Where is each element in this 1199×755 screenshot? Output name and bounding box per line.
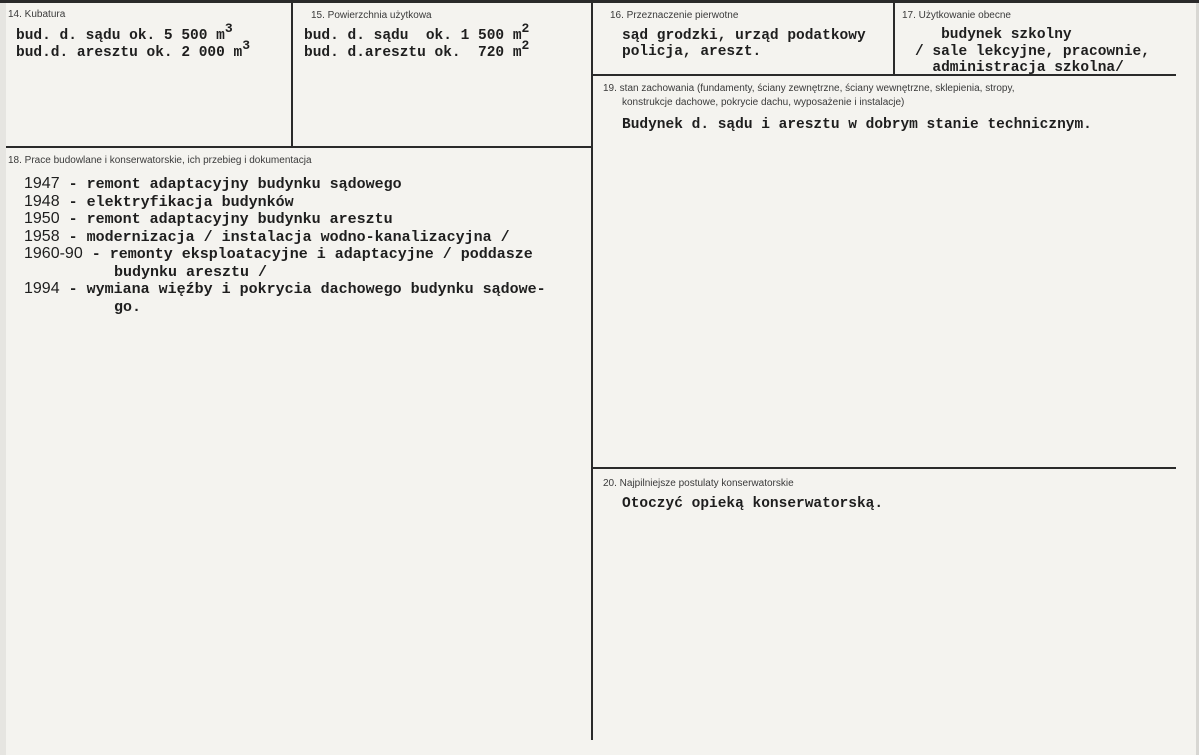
field-17-line-1: budynek szkolny (915, 27, 1072, 43)
field-16-label: 16. Przeznaczenie pierwotne (610, 10, 739, 21)
divider-14-18 (6, 146, 592, 148)
works-list (24, 176, 546, 316)
field-17-label: 17. Użytkowanie obecne (902, 10, 1011, 21)
work-entry: 1948 - elektryfikacja budynków (24, 192, 294, 211)
divider-14-15 (291, 3, 293, 147)
field-16-line-2: policja, areszt. (622, 44, 762, 60)
work-entry: 1947 - remont adaptacyjny budynku sądowego (24, 175, 402, 193)
work-entry: 1960-90 - remonty eksploatacyjne i adaptacyjne / poddasze (24, 245, 533, 263)
top-border (0, 0, 1199, 3)
field-19-label-line-1: 19. stan zachowania (fundamenty, ściany zewnętrzne, ściany wewnętrzne, sklepienia, stropy, (603, 83, 1015, 94)
field-17-line-2: / sale lekcyjne, pracownie, (915, 44, 1150, 60)
field-17-line-3: administracja szkolna/ (915, 60, 1124, 76)
paper-edge-left (0, 0, 6, 755)
field-18-label: 18. Prace budowlane i konserwatorskie, ich przebieg i dokumentacja (8, 155, 312, 166)
field-20-text: Otoczyć opieką konserwatorską. (622, 496, 884, 512)
work-entry: 1994 - wymiana więźby i pokrycia dachowego budynku sądowe- (24, 280, 546, 298)
field-15-label: 15. Powierzchnia użytkowa (311, 10, 432, 21)
field-15-line-1: bud. d. sądu ok. 1 500 m2 (304, 21, 530, 44)
work-entry: budynku aresztu / (24, 263, 268, 281)
field-14-label: 14. Kubatura (8, 9, 66, 20)
divider-19-20 (592, 467, 1176, 469)
field-16-line-1: sąd grodzki, urząd podatkowy (622, 28, 866, 44)
field-19-label-line-2: konstrukcje dachowe, pokrycie dachu, wyposażenie i instalacje) (622, 97, 905, 108)
work-entry: go. (24, 298, 142, 316)
field-14-line-1: bud. d. sądu ok. 5 500 m3 (16, 21, 233, 44)
work-entry: 1958 - modernizacja / instalacja wodno-kanalizacyjna / (24, 227, 510, 246)
field-14-line-2: bud.d. aresztu ok. 2 000 m3 (16, 38, 251, 61)
field-15-line-2: bud. d.aresztu ok. 720 m2 (304, 38, 530, 61)
field-20-label: 20. Najpilniejsze postulaty konserwatorskie (603, 478, 794, 489)
work-entry: 1950 - remont adaptacyjny budynku aresztu (24, 210, 393, 228)
field-19-text: Budynek d. sądu i aresztu w dobrym stanie technicznym. (622, 117, 1092, 133)
divider-16-17 (893, 3, 895, 75)
divider-left-right (591, 3, 593, 740)
